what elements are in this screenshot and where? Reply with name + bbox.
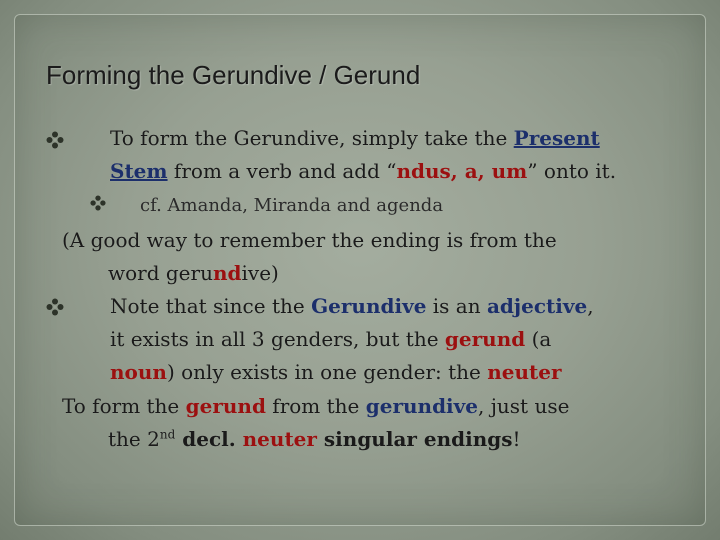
decl-text: decl. (175, 427, 243, 451)
cross-flower-bullet-icon (46, 131, 64, 149)
neuter-word: neuter (242, 427, 317, 451)
text: it exists in all 3 genders, but the (110, 327, 445, 351)
text: ive) (241, 261, 279, 285)
gerund-formation-paragraph (62, 390, 569, 456)
endings-text: singular endings (316, 427, 513, 451)
text: Note that since the (110, 294, 312, 318)
bullet-gerundive-genders (110, 290, 594, 389)
text: from a verb and add “ (167, 159, 397, 183)
sub-bullet-examples (140, 189, 443, 222)
cross-flower-bullet-icon (90, 195, 106, 211)
gerundive-word: Gerundive (311, 294, 427, 318)
endings-text: ndus, a, um (396, 159, 528, 183)
adjective-word: adjective (486, 294, 588, 318)
noun-word: noun (110, 360, 167, 384)
superscript-nd: nd (159, 427, 176, 442)
text: ” onto it. (527, 159, 617, 183)
text: ) only exists in one gender: the (166, 360, 488, 384)
gerund-word: gerund (444, 327, 526, 351)
nd-highlight: nd (212, 261, 242, 285)
text: (a (525, 327, 552, 351)
text: ! (512, 427, 521, 451)
text: To form the Gerundive, simply take the (110, 126, 514, 150)
examples-text: cf. Amanda, Miranda and agenda (140, 195, 444, 216)
text: , (587, 294, 594, 318)
bullet-gerundive-formation (110, 122, 616, 188)
neuter-word: neuter (487, 360, 562, 384)
present-word: Present (513, 126, 600, 150)
cross-flower-bullet-icon (46, 298, 64, 316)
memory-tip-paragraph (62, 224, 557, 290)
stem-word: Stem (110, 159, 168, 183)
text: word geru (108, 261, 213, 285)
slide-title: Forming the Gerundive / Gerund (46, 60, 421, 90)
text: To form the (62, 394, 186, 418)
text: is an (426, 294, 487, 318)
text: from the (265, 394, 366, 418)
text: , just use (478, 394, 570, 418)
gerundive-word: gerundive (365, 394, 478, 418)
text: the 2 (108, 427, 160, 451)
text: (A good way to remember the ending is from the (62, 228, 557, 252)
gerund-word: gerund (185, 394, 266, 418)
